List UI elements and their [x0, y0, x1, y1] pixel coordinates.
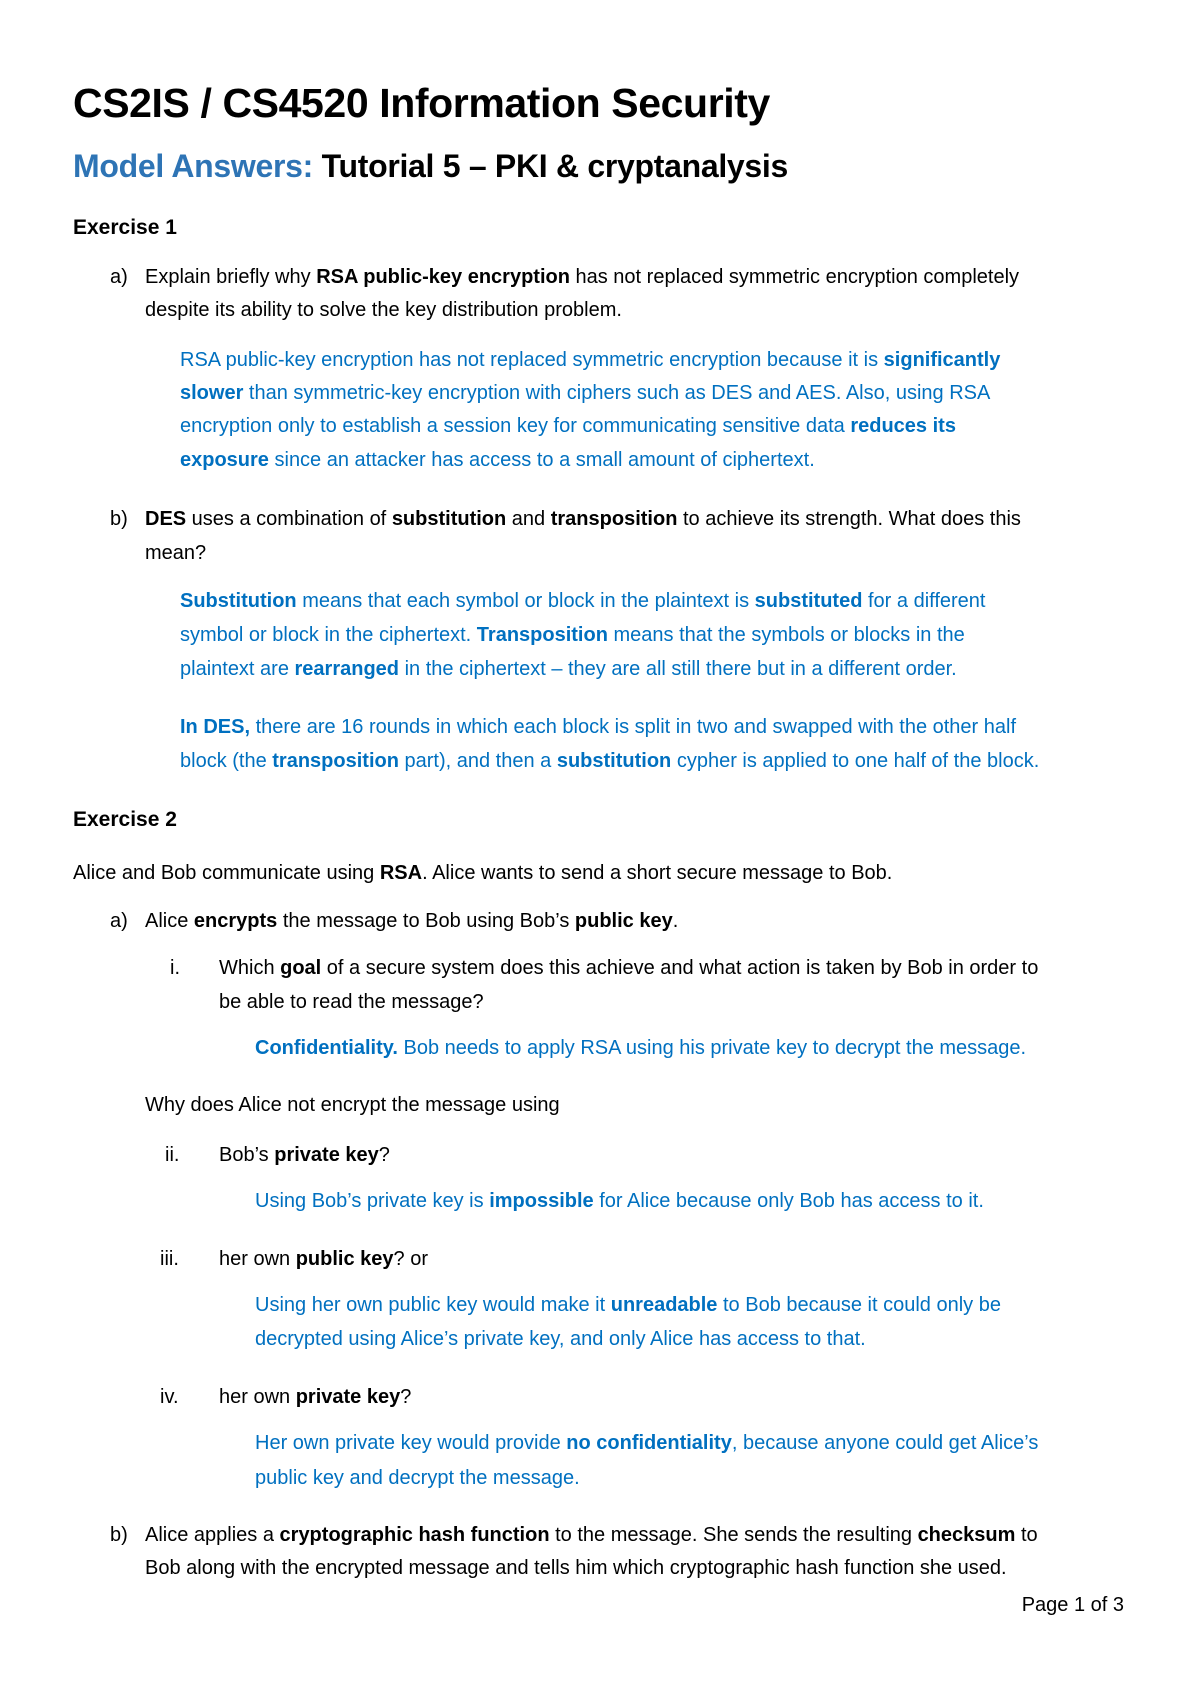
text-run: , because anyone could get Alice’s	[731, 1432, 1039, 1454]
text-run: Which	[219, 957, 281, 979]
bold-text-run: Confidentiality.	[255, 1037, 398, 1059]
bold-text-run: public key	[295, 1248, 394, 1270]
bold-text-run: slower	[180, 382, 244, 404]
text-run: means that the symbols or blocks in the	[607, 624, 965, 646]
text-run: block (the	[180, 750, 273, 772]
text-run: means that each symbol or block in the plaintext is	[296, 590, 755, 612]
bold-text-run: substituted	[754, 590, 863, 612]
text-run: symbol or block in the ciphertext.	[180, 624, 477, 646]
list-marker: iii.	[160, 1248, 179, 1270]
answer-line	[180, 413, 956, 439]
bold-text-run: significantly	[883, 349, 1001, 371]
text-run: ? or	[393, 1248, 428, 1270]
list-marker: ii.	[165, 1144, 180, 1166]
question-line: Why does Alice not encrypt the message using	[145, 1094, 560, 1116]
exercise-1-heading: Exercise 1	[73, 216, 177, 239]
bold-text-run: DES	[145, 508, 187, 530]
bold-text-run: goal	[280, 957, 322, 979]
text-run: Using Bob’s private key is	[255, 1190, 490, 1212]
text-run: for a different	[862, 590, 986, 612]
question-line	[219, 1142, 390, 1168]
text-run: since an attacker has access to a small amount of ciphertext.	[268, 449, 815, 471]
bold-text-run: cryptographic hash function	[279, 1524, 550, 1546]
bold-text-run: impossible	[489, 1190, 594, 1212]
document-subtitle	[73, 148, 788, 185]
text-run: to	[1015, 1524, 1038, 1546]
list-marker: i.	[170, 957, 180, 979]
bold-text-run: no confidentiality	[566, 1432, 732, 1454]
text-run: plaintext are	[180, 658, 295, 680]
list-marker: a)	[110, 266, 128, 288]
bold-text-run: encrypts	[193, 910, 278, 932]
text-run: . Alice wants to send a short secure message to Bob.	[422, 862, 893, 884]
answer-line	[180, 447, 815, 473]
list-marker: a)	[110, 910, 128, 932]
answer-line	[255, 1326, 866, 1352]
exercise-2-heading: Exercise 2	[73, 808, 177, 831]
exercise-intro	[73, 860, 892, 886]
bold-text-run: RSA	[379, 862, 423, 884]
text-run: Alice and Bob communicate using	[73, 862, 380, 884]
bold-text-run: rearranged	[294, 658, 400, 680]
bold-text-run: transposition	[550, 508, 678, 530]
answer-line	[255, 1292, 1001, 1318]
answer-line	[180, 656, 957, 682]
list-marker: b)	[110, 508, 128, 530]
bold-text-run: public key	[574, 910, 673, 932]
text-run: the message to Bob using Bob’s	[277, 910, 575, 932]
bold-text-run: unreadable	[610, 1294, 718, 1316]
question-line	[145, 908, 678, 934]
question-line: Bob along with the encrypted message and tells him which cryptographic hash function she used.	[145, 1557, 1007, 1579]
text-run: decrypted using Alice’s private key, and only Alice has access to that.	[255, 1328, 866, 1350]
text-run: to achieve its strength. What does this	[677, 508, 1021, 530]
text-run: uses a combination of	[186, 508, 392, 530]
text-run: her own	[219, 1386, 296, 1408]
text-run: of a secure system does this achieve and what action is taken by Bob in order to	[321, 957, 1039, 979]
answer-line	[180, 347, 1000, 373]
bold-text-run: private key	[274, 1144, 379, 1166]
text-run: ?	[378, 1144, 390, 1166]
text-run: has not replaced symmetric encryption completely	[569, 266, 1020, 288]
text-run: RSA public-key encryption has not replaced symmetric encryption because it is	[180, 349, 884, 371]
text-run: to Bob because it could only be	[717, 1294, 1001, 1316]
list-marker: b)	[110, 1524, 128, 1546]
question-line: despite its ability to solve the key distribution problem.	[145, 299, 622, 321]
question-line: mean?	[145, 542, 207, 564]
text-run: in the ciphertext – they are all still there but in a different order.	[399, 658, 957, 680]
bold-text-run: substitution	[391, 508, 507, 530]
text-run: and	[506, 508, 551, 530]
text-run: Explain briefly why	[145, 266, 317, 288]
text-run: there are 16 rounds in which each block is split in two and swapped with the other half	[250, 716, 1017, 738]
bold-text-run: reduces its	[850, 415, 956, 437]
question-line: be able to read the message?	[219, 991, 484, 1013]
question-line	[219, 1384, 411, 1410]
text-run: ?	[400, 1386, 412, 1408]
subtitle-text: Tutorial 5 – PKI & cryptanalysis	[313, 148, 789, 184]
bold-text-run: Substitution	[180, 590, 297, 612]
text-run: public key and decrypt the message.	[255, 1467, 580, 1489]
list-marker: iv.	[160, 1386, 179, 1408]
text-run: Alice applies a	[145, 1524, 280, 1546]
answer-line	[180, 380, 990, 406]
model-answers-label: Model Answers:	[73, 148, 313, 184]
text-run: Bob needs to apply RSA using his private key to decrypt the message.	[397, 1037, 1027, 1059]
answer-line	[255, 1465, 580, 1491]
question-line	[145, 1522, 1038, 1548]
text-run: than symmetric-key encryption with ciphers such as DES and AES. Also, using RSA	[243, 382, 991, 404]
text-run: part), and then a	[398, 750, 557, 772]
answer-line	[255, 1035, 1026, 1061]
text-run: cypher is applied to one half of the block.	[671, 750, 1040, 772]
bold-text-run: substitution	[556, 750, 672, 772]
bold-text-run: private key	[295, 1386, 401, 1408]
answer-line	[180, 622, 965, 648]
bold-text-run: transposition	[272, 750, 399, 772]
text-run: Her own private key would provide	[255, 1432, 567, 1454]
answer-line	[180, 714, 1016, 740]
bold-text-run: checksum	[917, 1524, 1016, 1546]
bold-text-run: exposure	[180, 449, 269, 471]
text-run: Bob’s	[219, 1144, 275, 1166]
text-run: Alice	[145, 910, 194, 932]
text-run: for Alice because only Bob has access to it.	[593, 1190, 984, 1212]
document-title: CS2IS / CS4520 Information Security	[73, 80, 770, 126]
answer-line	[255, 1430, 1038, 1456]
page-number: Page 1 of 3	[1021, 1594, 1124, 1616]
question-line	[219, 1246, 428, 1272]
bold-text-run: In DES,	[180, 716, 251, 738]
answer-line	[255, 1188, 984, 1214]
bold-text-run: RSA public-key encryption	[316, 266, 570, 288]
text-run: her own	[219, 1248, 296, 1270]
text-run: Using her own public key would make it	[255, 1294, 611, 1316]
bold-text-run: Transposition	[476, 624, 608, 646]
answer-line	[180, 588, 985, 614]
text-run: to the message. She sends the resulting	[549, 1524, 918, 1546]
question-line	[219, 955, 1038, 981]
question-line	[145, 264, 1019, 290]
text-run: encryption only to establish a session key for communicating sensitive data	[180, 415, 851, 437]
text-run: .	[672, 910, 679, 932]
question-line	[145, 506, 1021, 532]
answer-line	[180, 748, 1039, 774]
